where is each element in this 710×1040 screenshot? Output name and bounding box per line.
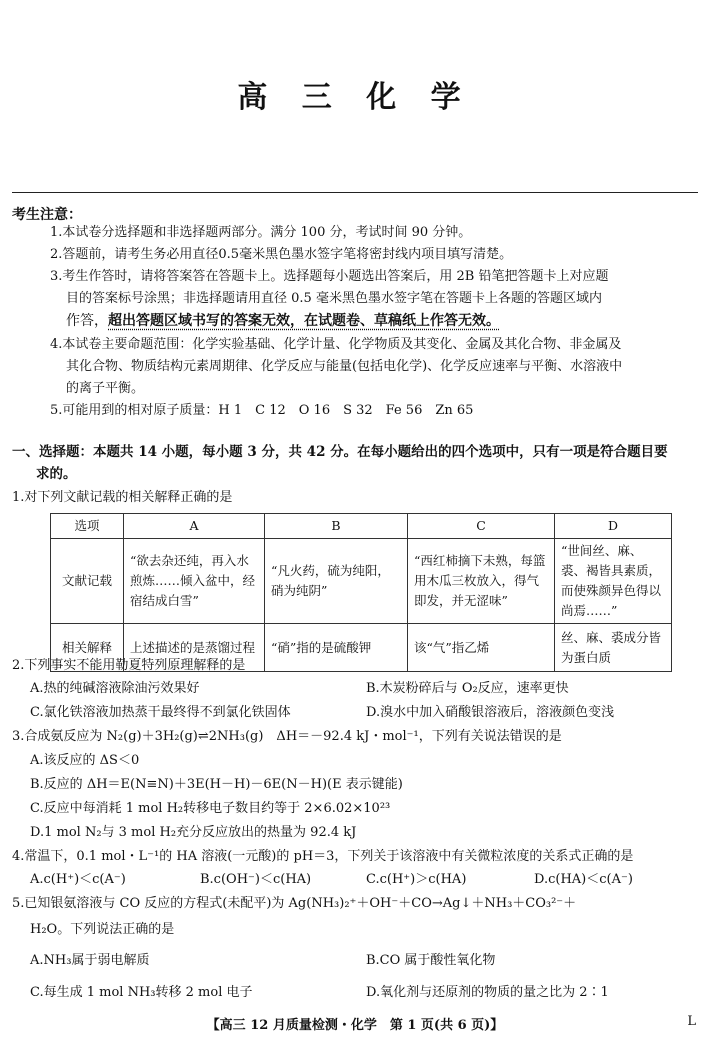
notice-item: 作答，超出答题区域书写的答案无效，在试题卷、草稿纸上作答无效。 bbox=[66, 313, 500, 329]
option-b: B.反应的 ΔH＝E(N≡N)＋3E(H－H)－6E(N－H)(E 表示键能) bbox=[30, 777, 403, 792]
table-header: A bbox=[124, 514, 265, 539]
question-1-table bbox=[50, 513, 672, 672]
option-b: B.CO 属于酸性氧化物 bbox=[366, 953, 496, 968]
table-cell: “西红柿摘下未熟，每篮用木瓜三枚放入，得气即发，并无涩味” bbox=[408, 539, 555, 624]
notice-item: 的离子平衡。 bbox=[66, 381, 145, 396]
table-cell: “世间丝、麻、裘、褐皆具素质，而使殊颜异色得以尚焉……” bbox=[555, 539, 672, 624]
notice-item: 2.答题前，请考生务必用直径0.5毫米黑色墨水签字笔将密封线内项目填写清楚。 bbox=[50, 247, 513, 262]
table-header: 选项 bbox=[51, 514, 124, 539]
option-a: A.热的纯碱溶液除油污效果好 bbox=[30, 681, 200, 696]
question-1-stem: 1.对下列文献记载的相关解释正确的是 bbox=[12, 490, 233, 505]
question-3-stem: 3.合成氨反应为 N₂(g)＋3H₂(g)⇌2NH₃(g) ΔH＝－92.4 kJ・mol⁻¹，下列有关说法错误的是 bbox=[12, 729, 562, 744]
option-a: A.该反应的 ΔS＜0 bbox=[30, 753, 140, 768]
table-cell: “凡火药，硫为纯阳，硝为纯阴” bbox=[265, 539, 408, 624]
notice-item: 目的答案标号涂黑；非选择题请用直径 0.5 毫米黑色墨水签字笔在答题卡上各题的答题区域内 bbox=[66, 291, 602, 306]
notice-heading: 考生注意： bbox=[12, 207, 82, 223]
header-divider bbox=[12, 192, 698, 193]
question-4-stem: 4.常温下，0.1 mol・L⁻¹的 HA 溶液(一元酸)的 pH＝3，下列关于该溶液中有关微粒浓度的关系式正确的是 bbox=[12, 849, 634, 864]
version-mark: L bbox=[687, 1014, 696, 1029]
page-footer: 【高三 12 月质量检测・化学 第 1 页(共 6 页)】 bbox=[206, 1018, 504, 1033]
section-heading: 一、选择题：本题共 14 小题，每小题 3 分，共 42 分。在每小题给出的四个选项中，只有一项是符合题目要 bbox=[12, 444, 668, 460]
option-c: C.每生成 1 mol NH₃转移 2 mol 电子 bbox=[30, 985, 253, 1000]
table-cell: 丝、麻、裘成分皆为蛋白质 bbox=[555, 624, 672, 672]
table-row bbox=[51, 514, 672, 539]
table-cell: “硝”指的是硫酸钾 bbox=[265, 624, 408, 672]
option-c: C.c(H⁺)＞c(HA) bbox=[366, 872, 467, 887]
table-cell: 该“气”指乙烯 bbox=[408, 624, 555, 672]
page-title: 高 三 化 学 bbox=[237, 80, 473, 115]
table-cell: “欲去杂还纯，再入水煎炼……倾入盆中，经宿结成白雪” bbox=[124, 539, 265, 624]
row-label: 文献记载 bbox=[51, 539, 124, 624]
table-row bbox=[51, 539, 672, 624]
option-c: C.氯化铁溶液加热蒸干最终得不到氯化铁固体 bbox=[30, 705, 291, 720]
notice-item: 1.本试卷分选择题和非选择题两部分。满分 100 分，考试时间 90 分钟。 bbox=[50, 225, 472, 240]
question-5-stem-cont: H₂O。下列说法正确的是 bbox=[30, 922, 175, 937]
notice-emphasis: 超出答题区域书写的答案无效，在试题卷、草稿纸上作答无效。 bbox=[108, 313, 500, 329]
notice-item: 5.可能用到的相对原子质量：H 1 C 12 O 16 S 32 Fe 56 Zn 65 bbox=[50, 403, 474, 418]
question-2-stem: 2.下列事实不能用勒夏特列原理解释的是 bbox=[12, 658, 246, 673]
option-a: A.NH₃属于弱电解质 bbox=[30, 953, 150, 968]
option-b: B.木炭粉碎后与 O₂反应，速率更快 bbox=[366, 681, 569, 696]
table-header: B bbox=[265, 514, 408, 539]
option-b: B.c(OH⁻)＜c(HA) bbox=[200, 872, 312, 887]
notice-item: 3.考生作答时，请将答案答在答题卡上。选择题每小题选出答案后，用 2B 铅笔把答题卡上对应题 bbox=[50, 269, 609, 284]
section-heading-cont: 求的。 bbox=[36, 466, 77, 482]
table-cell: 上述描述的是蒸馏过程 bbox=[124, 624, 265, 672]
option-a: A.c(H⁺)＜c(A⁻) bbox=[30, 872, 126, 887]
option-d: D.溴水中加入硝酸银溶液后，溶液颜色变浅 bbox=[366, 705, 615, 720]
notice-item: 4.本试卷主要命题范围：化学实验基础、化学计量、化学物质及其变化、金属及其化合物、非金属及 bbox=[50, 337, 622, 352]
option-d: D.氧化剂与还原剂的物质的量之比为 2∶1 bbox=[366, 985, 609, 1000]
option-d: D.1 mol N₂与 3 mol H₂充分反应放出的热量为 92.4 kJ bbox=[30, 825, 357, 840]
question-5-stem: 5.已知银氨溶液与 CO 反应的方程式(未配平)为 Ag(NH₃)₂⁺＋OH⁻＋CO→Ag↓＋NH₃＋CO₃²⁻＋ bbox=[12, 896, 577, 911]
row-label: 相关解释 bbox=[51, 624, 124, 672]
option-c: C.反应中每消耗 1 mol H₂转移电子数目约等于 2×6.02×10²³ bbox=[30, 801, 391, 816]
option-d: D.c(HA)＜c(A⁻) bbox=[534, 872, 633, 887]
table-header: D bbox=[555, 514, 672, 539]
table-header: C bbox=[408, 514, 555, 539]
notice-item: 其化合物、物质结构元素周期律、化学反应与能量(包括电化学)、化学反应速率与平衡、水溶液中 bbox=[66, 359, 623, 374]
